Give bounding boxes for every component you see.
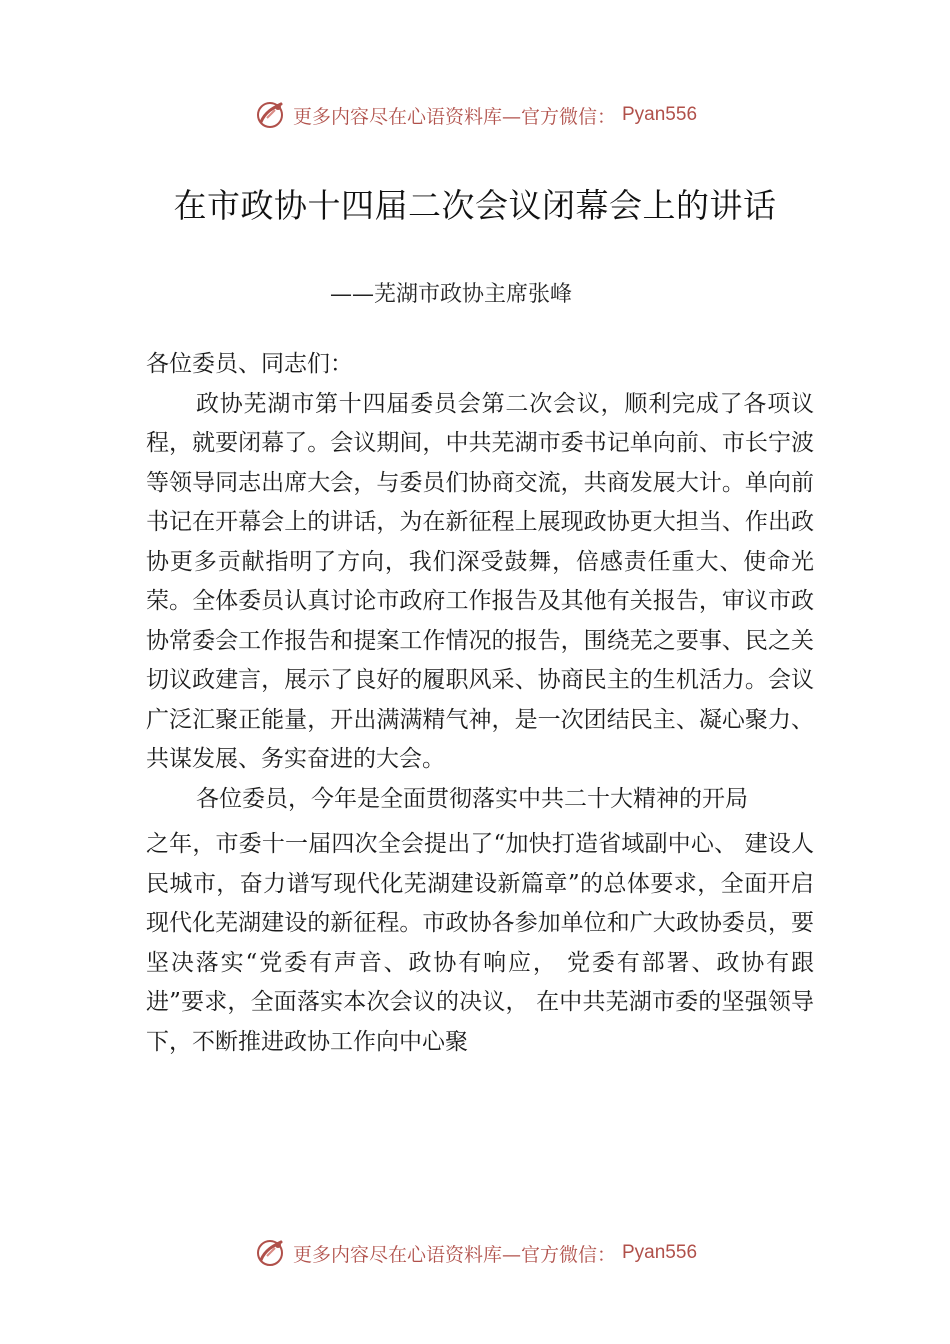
- document-title: 在市政协十四届二次会议闭幕会上的讲话: [173, 186, 777, 225]
- author-line: ——芜湖市政协主席张峰: [330, 282, 573, 307]
- footer-banner: [0, 1233, 950, 1273]
- document-body: [146, 345, 814, 1062]
- library-logo-icon: [253, 1236, 287, 1270]
- paragraph: 各位委员，今年是全面贯彻落实中共二十大精神的开局: [196, 785, 748, 812]
- banner-text: 更多内容尽在心语资料库—官方微信：: [292, 1243, 616, 1266]
- paragraph: 政协芜湖市第十四届委员会第二次会议，顺利完成了各项议程，就要闭幕了。会议期间，中共芜湖市委书记单向前、市长宁波等领导同志出席大会，与委员们协商交流，共商发展大计。单向前书记在开幕会上的讲话，为在新征程上展现政协更大担当、作出政协更多贡献指明了方向，我们深受鼓舞，倍感责任重大、使命光荣。全体委员认真讨论市政府工作报告及其他有关报告，审议市政协常委会工作报告和提案工作情况的报告，围绕芜之要事、民之关切议政建言，展示了良好的履职风采、协商民主的生机活力。会议广泛汇聚正能量，开出满满精气神，是一次团结民主、凝心聚力、共谋发展、务实奋进的大会。: [146, 390, 814, 772]
- wechat-id: Pyan556: [622, 104, 698, 125]
- wechat-id: Pyan556: [622, 1242, 698, 1263]
- banner-text: 更多内容尽在心语资料库—官方微信：: [292, 105, 616, 128]
- library-logo-icon: [253, 98, 287, 132]
- salutation: 各位委员、同志们：: [146, 351, 353, 377]
- header-banner: [0, 95, 950, 135]
- paragraph: 之年，市委十一届四次全会提出了“加快打造省域副中心、 建设人民城市，奋力谱写现代化芜湖建设新篇章”的总体要求，全面开启现代化芜湖建设的新征程。市政协各参加单位和广大政协委员，要坚决落实“党委有声音、政协有响应， 党委有部署、政协有跟进”要求，全面落实本次会议的决议， 在中共芜湖市委的坚强领导下，不断推进政协工作向中心聚: [146, 831, 814, 1055]
